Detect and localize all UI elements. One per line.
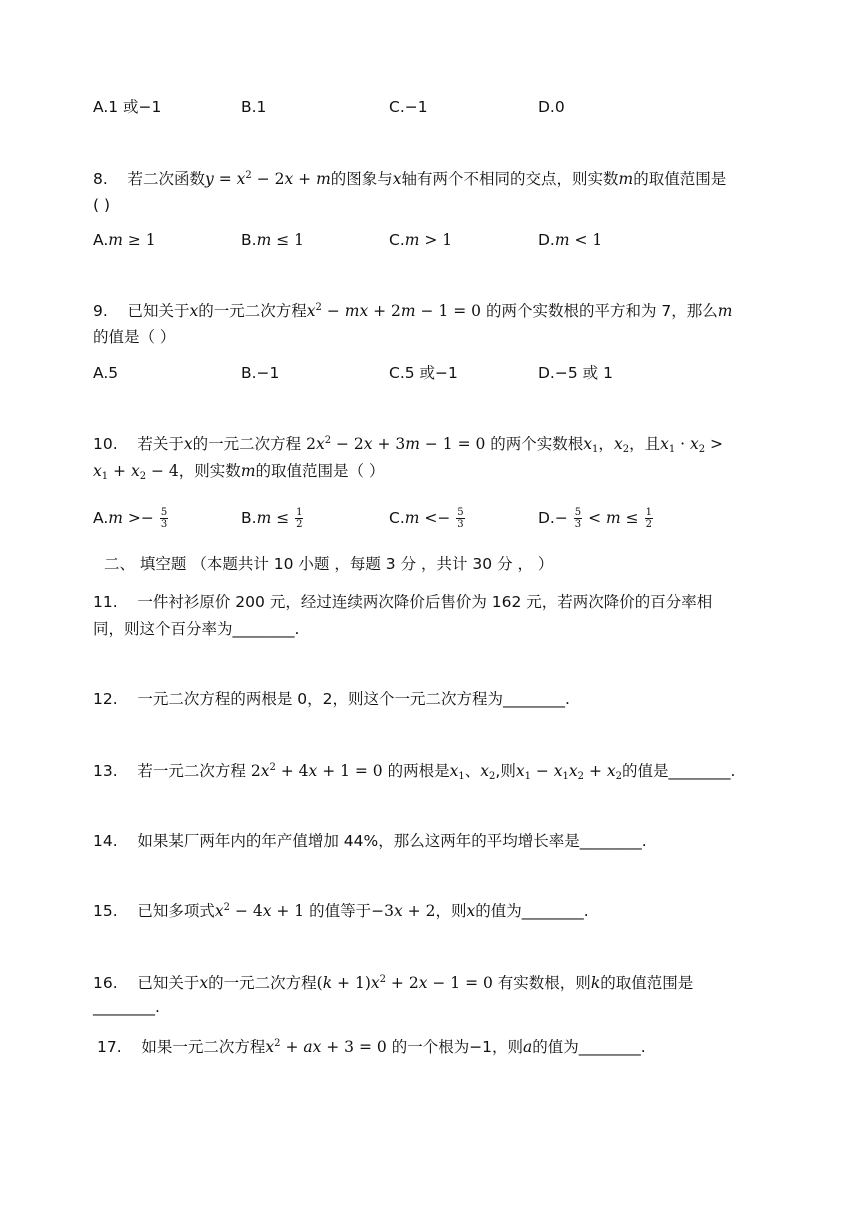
q15-text: 的值等于 bbox=[309, 902, 372, 920]
q9-option-b: B.−1 bbox=[241, 364, 280, 382]
q14-text: 如果某厂两年内的年产值增加 44%，那么这两年的平均增长率是________. bbox=[137, 832, 647, 850]
q13-text: 若一元二次方程 bbox=[137, 762, 246, 780]
q9-text: 已知关于 bbox=[127, 302, 190, 320]
q15-text: 已知多项式 bbox=[137, 902, 215, 920]
q8-option-d: D.m < 1 bbox=[538, 231, 603, 249]
q16-number: 16. bbox=[93, 974, 118, 992]
q8-text: 轴有两个不相同的交点，则实数 bbox=[401, 170, 619, 188]
q9-option-a: A.5 bbox=[93, 364, 119, 382]
q12-text: 一元二次方程的两根是 0，2，则这个一元二次方程为________. bbox=[137, 690, 570, 708]
q7-option-b: B.1 bbox=[241, 98, 267, 116]
q7-option-c: C.−1 bbox=[389, 98, 428, 116]
q13-number: 13. bbox=[93, 762, 118, 780]
q10-text: 若关于 bbox=[137, 435, 184, 453]
q7-option-d: D.0 bbox=[538, 98, 565, 116]
q12-number: 12. bbox=[93, 690, 118, 708]
q8-option-c: C.m > 1 bbox=[389, 231, 453, 249]
q11-stem bbox=[93, 591, 712, 613]
q10-text: ，则实数 bbox=[178, 462, 241, 480]
q10-option-d: D.− $\frac{5}{3}$ < m ≤ $\frac{1}{2}$ bbox=[538, 507, 652, 530]
q17-number: 17. bbox=[97, 1038, 122, 1056]
q15-text: 的值为________. bbox=[475, 902, 589, 920]
q15-stem: 15. 已知多项式$x^2 - 4x + 1$ 的值等于−3x + 2，则x的值为________. bbox=[93, 902, 589, 920]
q14-stem bbox=[93, 830, 647, 852]
q16-text: 的一元二次方程 bbox=[208, 974, 317, 992]
q17-text: 的一个根为−1，则 bbox=[391, 1038, 524, 1056]
q8-bracket: ( ) bbox=[93, 196, 111, 214]
q13-text: ,则 bbox=[495, 762, 516, 780]
q16-text: 已知关于 bbox=[137, 974, 200, 992]
q8-text: 若二次函数 bbox=[127, 170, 206, 188]
q17-text: 的值为________. bbox=[532, 1038, 646, 1056]
q10-text: 的两个实数根 bbox=[490, 435, 584, 453]
q9-stem: 9. 已知关于x的一元二次方程$x^2$ − mx + 2m − 1 = 0 的两个实数根的平方和为 7，那么m bbox=[93, 302, 733, 320]
q10-option-a: A.m >− $\frac{5}{3}$ bbox=[93, 507, 168, 530]
q16-stem: 16. 已知关于x的一元二次方程$(k + 1)x^2 + 2x - 1 = 0$ 有实数根，则k的取值范围是 bbox=[93, 974, 694, 992]
q8-option-b: B.m ≤ 1 bbox=[241, 231, 304, 249]
q9-option-d: D.−5 或 1 bbox=[538, 364, 613, 382]
q8-number: 8. bbox=[93, 170, 108, 188]
q16-line2: ________. bbox=[93, 998, 160, 1016]
q17-text: 如果一元二次方程 bbox=[141, 1038, 266, 1056]
q10-text: 的取值范围是（ ） bbox=[255, 462, 385, 480]
q10-line2: $x_1 + x_2 - 4$，则实数m的取值范围是（ ） bbox=[93, 462, 385, 482]
q15-text: ，则 bbox=[435, 902, 467, 920]
q9-number: 9. bbox=[93, 302, 108, 320]
q8-option-a: A.m ≥ 1 bbox=[93, 231, 156, 249]
section-heading: 二、 填空题 （本题共计 10 小题 ，每题 3 分 ，共计 30 分 ， ） bbox=[104, 555, 554, 573]
q9-text: 的两个实数根的平方和为 7，那么 bbox=[485, 302, 718, 320]
q11-number: 11. bbox=[93, 593, 118, 611]
q9-line2: 的值是（ ） bbox=[93, 328, 176, 346]
q10-stem: 10. 若关于x的一元二次方程 $2x^2 - 2x + 3m - 1 = 0$ 的两个实数根$x_1$，$x_2$，且$x_1 \cdot x_2$ > bbox=[93, 435, 724, 455]
q16-text: 的取值范围是 bbox=[600, 974, 694, 992]
q16-text: 有实数根，则 bbox=[497, 974, 591, 992]
q14-number: 14. bbox=[93, 832, 118, 850]
q17-stem: 17. 如果一元二次方程$x^2$ + ax + 3 = 0 的一个根为−1，则a的值为________. bbox=[97, 1038, 646, 1056]
q13-text: 的值是________. bbox=[622, 762, 736, 780]
q8-text: 的图象与 bbox=[330, 170, 393, 188]
q15-number: 15. bbox=[93, 902, 118, 920]
q13-text: 的两根是 bbox=[387, 762, 450, 780]
q10-number: 10. bbox=[93, 435, 118, 453]
q10-text: ，且 bbox=[629, 435, 661, 453]
q7-option-a: A.1 或−1 bbox=[93, 98, 162, 116]
q10-option-c: C.m <− $\frac{5}{3}$ bbox=[389, 507, 464, 530]
q12-stem bbox=[93, 688, 570, 710]
q9-text: 的一元二次方程 bbox=[198, 302, 307, 320]
q8-text: 的取值范围是 bbox=[633, 170, 727, 188]
q10-option-b: B.m ≤ $\frac{1}{2}$ bbox=[241, 507, 303, 530]
q11-line2: 同，则这个百分率为________. bbox=[93, 620, 300, 638]
q10-text: 的一元二次方程 bbox=[192, 435, 302, 453]
q8-stem: 8. 若二次函数$y = x^2 - 2x + m$的图象与x轴有两个不相同的交点，则实数m的取值范围是 bbox=[93, 170, 727, 188]
q9-option-c: C.5 或−1 bbox=[389, 364, 458, 382]
q11-text: 一件衬衫原价 200 元，经过连续两次降价后售价为 162 元，若两次降价的百分率相 bbox=[137, 593, 713, 611]
q13-stem: 13. 若一元二次方程 $2x^2 + 4x + 1 = 0$ 的两根是$x_1$、$x_2$,则$x_1 - x_1x_2 + x_2$的值是________. bbox=[93, 762, 736, 782]
